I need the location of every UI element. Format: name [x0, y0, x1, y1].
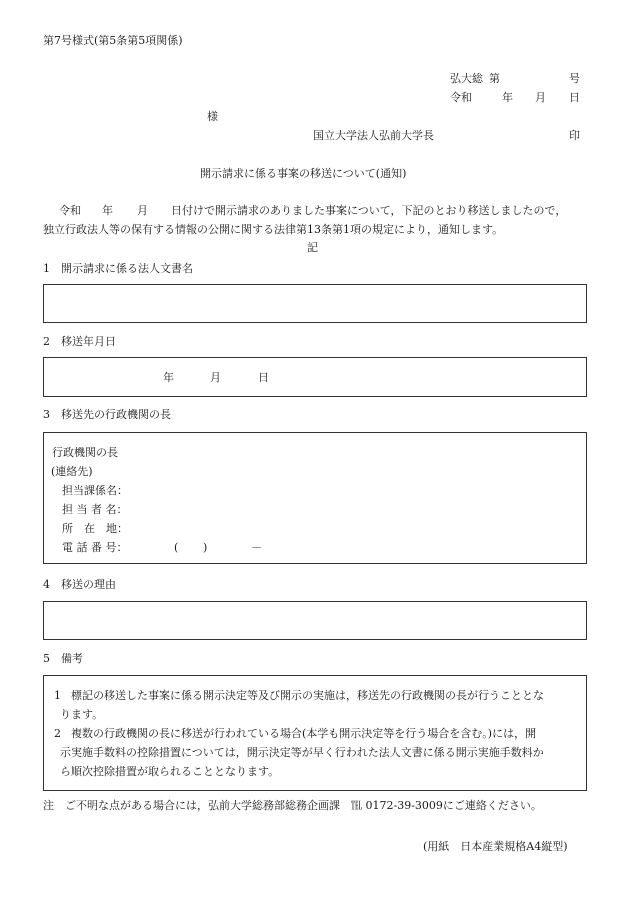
transfer-reason-field[interactable] [43, 601, 587, 640]
destination-agency-box[interactable] [43, 432, 587, 564]
remarks-box [43, 675, 587, 791]
body-date-month: 月 [137, 204, 148, 217]
section3-title: 移送先の行政機関の長 [61, 408, 171, 421]
section1-title: 開示請求に係る法人文書名 [61, 262, 193, 275]
phone-close-paren: ) [203, 541, 208, 554]
section2-number: 2 [43, 335, 50, 348]
doc-number-prefix: 弘大総 [450, 72, 483, 85]
header-date-day: 日 [569, 91, 580, 104]
document-name-field[interactable] [43, 284, 587, 323]
body-line1-rest: 日付けで開示請求のありました事案について，下記のとおり移送しましたので， [171, 204, 567, 217]
body-line2: 独立行政法人等の保有する情報の公開に関する法律第13条第1項の規定により，通知します。 [43, 223, 504, 236]
contact-label: (連絡先) [51, 465, 93, 478]
note2-line2: 示実施手数料の控除措置については，開示決定等が早く行われた法人文書に係る開示実施手数料か [60, 746, 544, 759]
transfer-date-day: 日 [258, 371, 269, 384]
section4-number: 4 [43, 578, 50, 591]
agency-head-label: 行政機関の長 [52, 446, 118, 459]
document-title: 開示請求に係る事案の移送について(通知) [200, 167, 407, 180]
section3-number: 3 [43, 408, 50, 421]
addressee-suffix: 様 [207, 110, 218, 123]
ki-label: 記 [307, 241, 318, 254]
sender-name: 国立大学法人弘前大学長 [313, 129, 434, 142]
phone-open-paren: ( [174, 541, 179, 554]
section5-number: 5 [43, 652, 50, 665]
person-label: 担 当 者 名： [62, 503, 128, 516]
doc-number-dai: 第 [489, 72, 500, 85]
header-date-year: 年 [502, 91, 513, 104]
paper-size-note: (用紙 日本産業規格A4縦型) [423, 840, 568, 853]
note2-number: 2 [54, 727, 61, 740]
note2-line1: 複数の行政機関の長に移送が行われている場合(本学も開示決定等を行う場合を含む。)には，開 [71, 727, 537, 740]
body-date-era: 令和 [59, 204, 81, 217]
header-date-month: 月 [535, 91, 546, 104]
note1-number: 1 [54, 689, 61, 702]
phone-dash: － [251, 541, 262, 554]
section2-title: 移送年月日 [61, 335, 116, 348]
section5-title: 備考 [61, 652, 83, 665]
transfer-date-field[interactable] [43, 357, 587, 397]
dept-label: 担当課係名： [62, 484, 128, 497]
form-id: 第7号様式(第5条第5項関係) [43, 34, 183, 47]
note1-line1: 標記の移送した事案に係る開示決定等及び開示の実施は，移送先の行政機関の長が行うこととな [71, 689, 544, 702]
body-date-year: 年 [102, 204, 113, 217]
header-date-era: 令和 [450, 91, 472, 104]
section1-number: 1 [43, 262, 50, 275]
phone-label: 電 話 番 号： [62, 541, 128, 554]
doc-number-go: 号 [569, 72, 580, 85]
section4-title: 移送の理由 [61, 578, 116, 591]
note2-line3: ら順次控除措置が取られることとなります。 [60, 765, 280, 778]
note1-line2: ります。 [60, 708, 104, 721]
seal-mark: 印 [569, 129, 580, 142]
address-label: 所 在 地： [62, 522, 128, 535]
contact-note: 注 ご不明な点がある場合には，弘前大学総務部総務企画課 ℡ 0172-39-3009にご連絡ください。 [43, 799, 542, 812]
transfer-date-year: 年 [163, 371, 174, 384]
transfer-date-month: 月 [210, 371, 221, 384]
